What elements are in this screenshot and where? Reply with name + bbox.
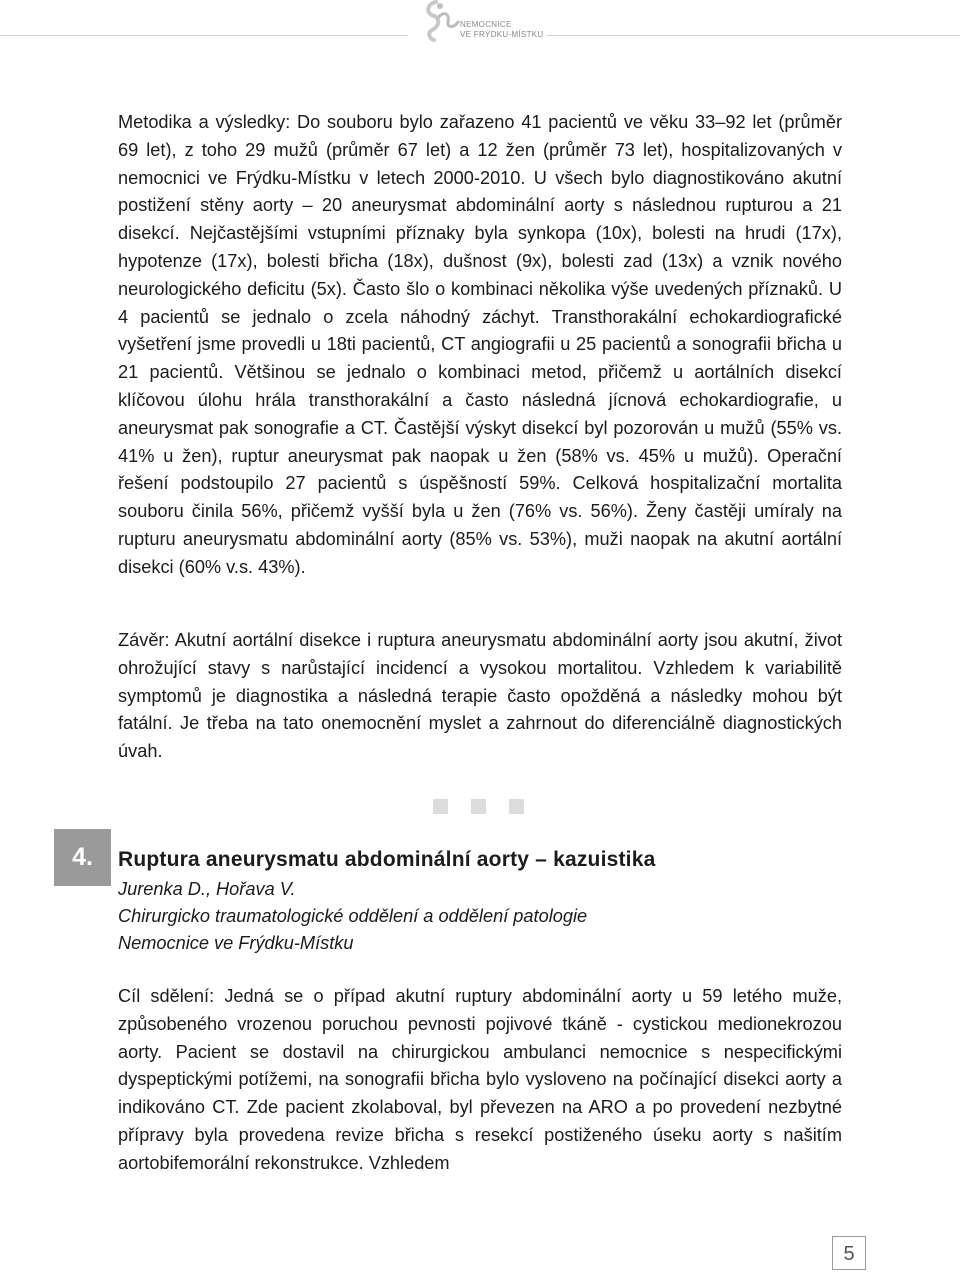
article-hospital: Nemocnice ve Frýdku-Místku [118,933,354,953]
divider-square [471,799,486,814]
article-intro-paragraph: Cíl sdělení: Jedná se o případ akutní ruptury abdominální aorty u 59 letého muže, způsobeného vrozenou poruchou pevnosti pojivové tkáně - cystickou medionekrozou aorty. Pacient se dostavil na chirurgickou ambulanci nemocnice s nespecifickými dyspeptickými potížemi, na sonografii břicha bylo vysloveno na počínající disekci aorty a indikováno CT. Zde pacient zkolaboval, byl převezen na ARO a po provedení nezbytné přípravy byla provedena revize břicha s resekcí postiženého úseku aorty s našitím aortobifemorální rekonstrukce. Vzhledem [118,986,842,1173]
article-title: Ruptura aneurysmatu abdominální aorty – kazuistika [118,848,656,871]
results-section [118,109,842,582]
article-number-badge: 4. [54,829,111,886]
logo-text-nemocnice: NEMOCNICE [460,20,512,29]
divider-square [433,799,448,814]
header-rule-right [546,35,960,36]
article-authors: Jurenka D., Hořava V. [118,879,296,899]
article-intro-section [118,983,842,1178]
article-department: Chirurgicko traumatologické oddělení a oddělení patologie [118,906,588,926]
divider-square [509,799,524,814]
logo-swirl-icon [420,0,460,48]
page-number: 5 [832,1236,866,1270]
hospital-logo [420,0,550,48]
results-paragraph: Metodika a výsledky: Do souboru bylo zařazeno 41 pacientů ve věku 33–92 let (průměr 69 let), z toho 29 mužů (průměr 67 let) a 12 žen (průměr 73 let), hospitalizovaných v nemocnici ve Frýdku-Místku v letech 2000-2010. U všech bylo diagnostikováno akutní postižení stěny aorty – 20 aneurysmat abdominální aorty s následnou rupturou a 21 disekcí. Nejčastějšími vstupními příznaky byla synkopa (10x), bolesti na hrudi (17x), hypotenze (17x), bolesti břicha (18x), dušnost (9x), bolesti zad (13x) a vznik nového neurologického deficitu (5x). Často šlo o kombinaci několika výše uvedených příznaků. U 4 pacientů se jednalo o zcela náhodný záchyt. Transthorakální echokardiografické vyšetření jsme provedli u 18ti pacientů, CT angiografii u 25 pacientů a sonografii břicha u 21 pacientů. Většinou se jednalo o kombinaci metod, přičemž u aortálních disekcí klíčovou úlohu hrála transthorakální a často následná jícnová echokardiografie, u aneurysmat pak sonografie a CT. Častější výskyt disekcí byl pozorován u mužů (55% vs. 41% u žen), ruptur aneurysmat pak naopak u žen (58% vs. 45% u mužů). Operační řešení podstoupilo 27 pacientů s úspěšností 59%. Celková hospitalizační mortalita souboru činila 56%, přičemž vyšší byla u žen (76% vs. 56%). Ženy častěji umíraly na rupturu aneurysmatu abdominální aorty (85% vs. 53%), muži naopak na akutní aortální disekci (60% v.s. 43%). [118,112,842,577]
header-rule-left [0,35,408,36]
section-divider [433,799,533,815]
logo-text-location: VE FRÝDKU-MÍSTKU [460,30,544,39]
conclusion-paragraph: Závěr: Akutní aortální disekce i ruptura aneurysmatu abdominální aorty jsou akutní, život ohrožující stavy s narůstající incidencí a vysokou mortalitou. Vzhledem k variabilitě symptomů je diagnostika a následná terapie často opožděná a následky mohou být fatální. Je třeba na tato onemocnění myslet a zahrnout do diferenciálně diagnostických úvah. [118,630,842,762]
conclusion-section [118,627,842,766]
